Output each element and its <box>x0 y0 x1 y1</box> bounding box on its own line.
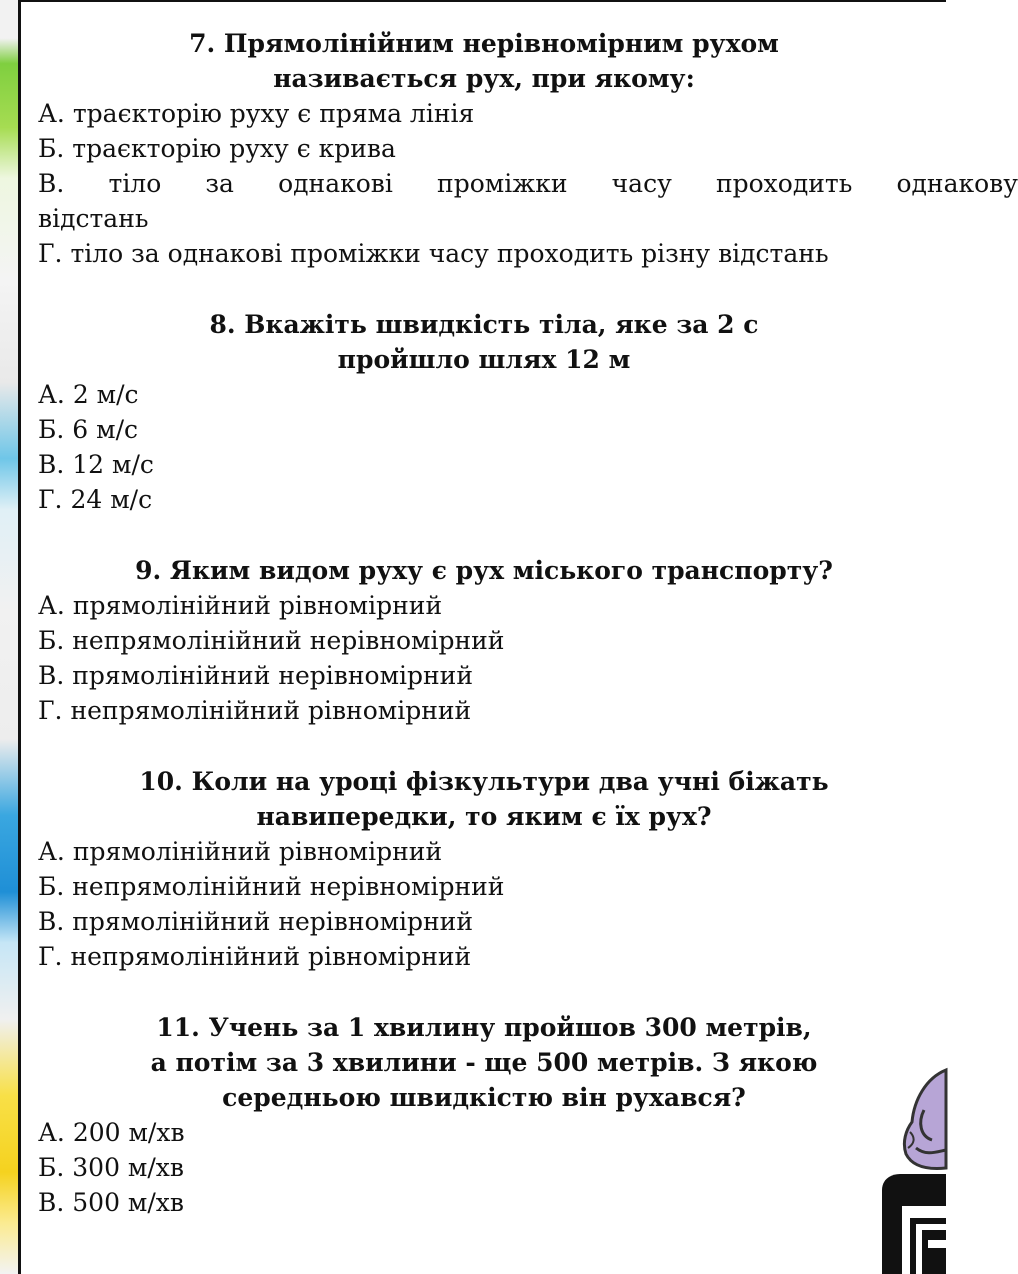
answer-option-g: Г. непрямолінійний рівномірний <box>38 696 472 725</box>
question-8 <box>38 307 946 517</box>
answer-option-v: В. прямолінійний нерівномірний <box>38 661 474 690</box>
answer-word: часу <box>611 169 672 198</box>
answer-option-v-continued: відстань <box>38 204 149 233</box>
question-title <box>0 307 930 377</box>
answer-word: однакові <box>278 169 393 198</box>
answer-option-a: А. прямолінійний рівномірний <box>38 837 443 866</box>
question-10 <box>38 764 946 974</box>
answer-option-a: А. траєкторію руху є пряма лінія <box>38 99 475 128</box>
question-7 <box>38 26 1018 271</box>
answer-option-b: Б. траєкторію руху є крива <box>38 134 396 163</box>
answer-option-g: Г. 24 м/с <box>38 485 153 514</box>
answer-option-v: В. 12 м/с <box>38 450 154 479</box>
answer-option-g: Г. непрямолінійний рівномірний <box>38 942 472 971</box>
answer-word: однакову <box>896 169 1018 198</box>
answer-justified-line <box>38 166 1018 201</box>
answer-option-v <box>38 166 1018 201</box>
question-title-line: 8. Вкажіть швидкість тіла, яке за 2 с <box>209 310 759 339</box>
question-title <box>0 764 930 834</box>
answer-option-a: А. 2 м/с <box>38 380 139 409</box>
question-title-line: навипередки, то яким є їх рух? <box>256 802 712 831</box>
answer-option-a: А. прямолінійний рівномірний <box>38 591 443 620</box>
answer-option-v: В. 500 м/хв <box>38 1188 184 1217</box>
qr-code-icon <box>902 1206 946 1274</box>
answer-option-b: Б. 300 м/хв <box>38 1153 184 1182</box>
question-title-line: 11. Учень за 1 хвилину пройшов 300 метрів, <box>156 1013 812 1042</box>
answer-word: проходить <box>715 169 853 198</box>
question-title <box>0 553 930 588</box>
answer-option-b: Б. непрямолінійний нерівномірний <box>38 872 505 901</box>
answer-option-b: Б. непрямолінійний нерівномірний <box>38 626 505 655</box>
question-title <box>0 26 930 96</box>
cartoon-character-icon <box>876 1070 946 1274</box>
answer-word: тіло <box>108 169 162 198</box>
quiz-content <box>38 26 1018 1256</box>
answer-option-a: А. 200 м/хв <box>38 1118 185 1147</box>
question-title-line: називається рух, при якому: <box>273 64 695 93</box>
question-title-line: пройшло шлях 12 м <box>337 345 631 374</box>
question-title-line: а потім за 3 хвилини - ще 500 метрів. З якою <box>150 1048 818 1077</box>
answer-option-b: Б. 6 м/с <box>38 415 138 444</box>
answer-word: В. <box>38 169 65 198</box>
answer-word: за <box>205 169 234 198</box>
mascot-head <box>904 1070 946 1168</box>
top-border-line <box>18 0 946 2</box>
answer-option-v: В. прямолінійний нерівномірний <box>38 907 474 936</box>
question-11 <box>38 1010 946 1220</box>
question-9 <box>38 553 946 728</box>
question-title-line: середньою швидкістю він рухався? <box>222 1083 746 1112</box>
answer-option-g: Г. тіло за однакові проміжки часу проходить різну відстань <box>38 239 829 268</box>
question-title-line: 10. Коли на уроці фізкультури два учні біжать <box>139 767 829 796</box>
question-title <box>0 1010 930 1115</box>
question-title-line: 9. Яким видом руху є рух міського транспорту? <box>135 556 833 585</box>
question-title-line: 7. Прямолінійним нерівномірним рухом <box>189 29 779 58</box>
answer-word: проміжки <box>437 169 568 198</box>
